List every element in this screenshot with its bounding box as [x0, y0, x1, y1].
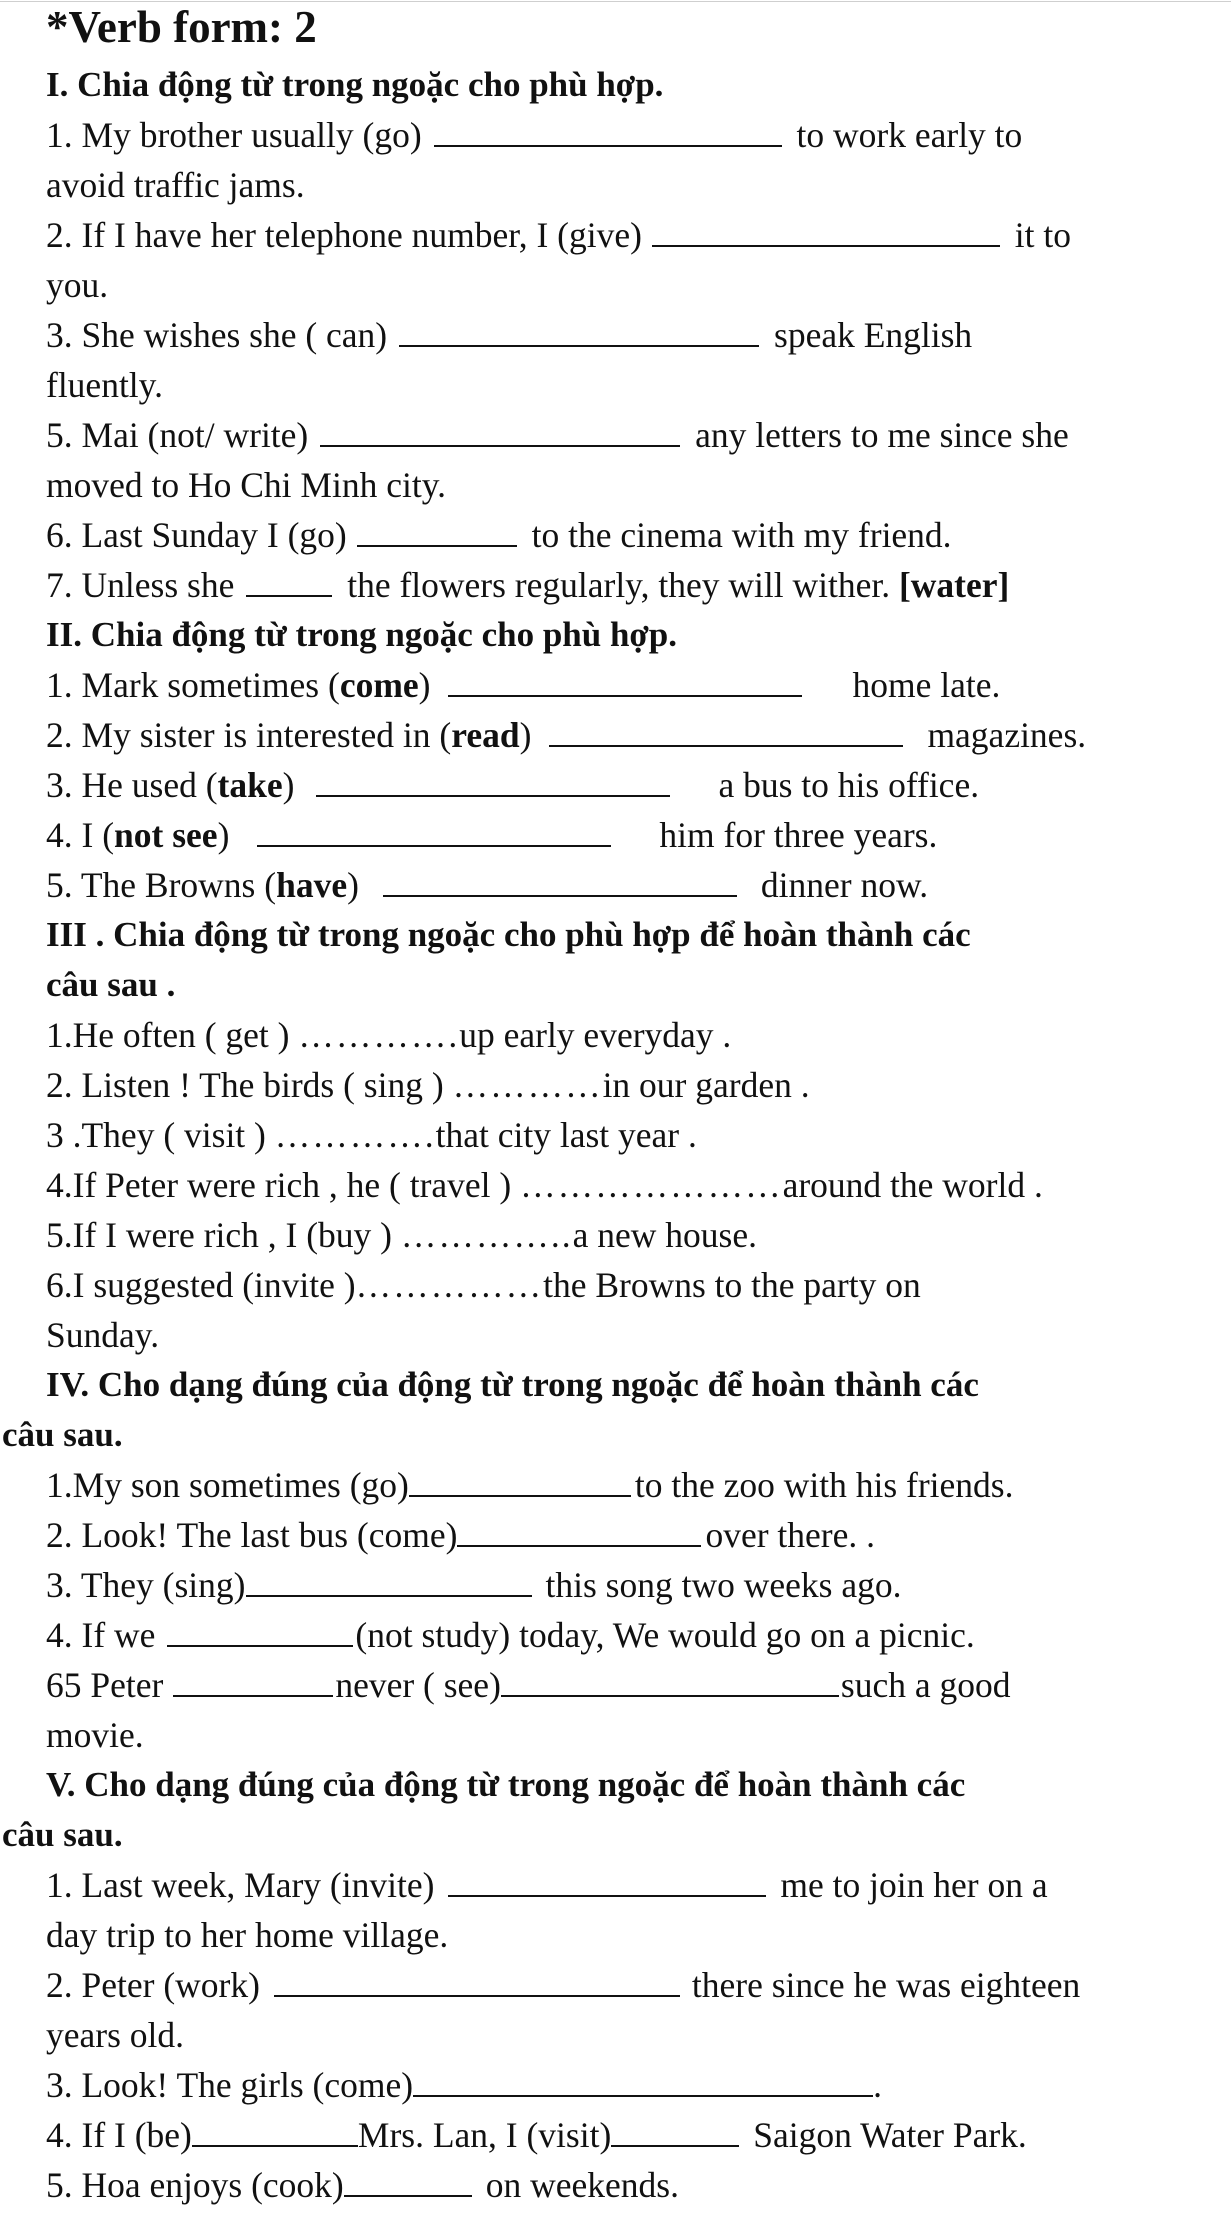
question-text: 1.He often ( get ) [46, 1015, 299, 1055]
answer-blank[interactable] [457, 1521, 701, 1547]
answer-blank[interactable] [399, 321, 759, 347]
question-text: fluently. [46, 365, 163, 405]
exercise-line [46, 760, 1219, 810]
verb-hint: [water] [898, 565, 1010, 605]
exercise-line [46, 810, 1219, 860]
exercise-line [46, 560, 1219, 610]
exercise-line [46, 2010, 1219, 2060]
question-text: speak English [774, 315, 973, 355]
exercise-line [46, 160, 1219, 210]
question-text: there since he was eighteen [691, 1965, 1081, 2005]
exercise-line [46, 2060, 1219, 2110]
exercise-line [46, 110, 1219, 160]
answer-blank[interactable] [611, 2121, 739, 2147]
exercise-line [46, 310, 1219, 360]
question-text: 3. She wishes she ( can) [46, 315, 388, 355]
section-4-heading: IV. Cho dạng đúng của động từ trong ngoặc để hoàn thành các [46, 1365, 979, 1404]
page-title: *Verb form: 2 [46, 2, 317, 52]
question-text: 5. The Browns ( [46, 865, 277, 905]
answer-blank[interactable] [192, 2121, 358, 2147]
section-1-heading: I. Chia động từ trong ngoặc cho phù hợp. [46, 65, 664, 104]
question-text: 2. Peter (work) [46, 1965, 260, 2005]
exercise-line [46, 210, 1219, 260]
section-3-heading: III . Chia động từ trong ngoặc cho phù hợp để hoàn thành các [46, 915, 971, 954]
answer-dots[interactable]: …………. [274, 1115, 436, 1155]
question-text: 65 Peter [46, 1665, 164, 1705]
question-text: the Browns to the party on [543, 1265, 921, 1305]
exercise-line [46, 1910, 1219, 1960]
question-text: 3 .They ( visit ) [46, 1115, 275, 1155]
verb-bold: come [339, 665, 419, 705]
answer-blank[interactable] [320, 421, 680, 447]
question-text: 2. If I have her telephone number, I (give) [46, 215, 642, 255]
question-text: ) [519, 715, 532, 755]
answer-dots[interactable]: …………. [298, 1015, 460, 1055]
exercise-line [46, 360, 1219, 410]
question-text: a bus to his office. [718, 765, 980, 805]
question-text: Saigon Water Park. [753, 2115, 1027, 2155]
answer-blank[interactable] [434, 121, 782, 147]
exercise-line [46, 1060, 1219, 1110]
verb-bold: have [276, 865, 348, 905]
exercise-line [46, 1510, 1219, 1560]
question-text: to the zoo with his friends. [634, 1465, 1014, 1505]
verb-bold: not see [114, 815, 218, 855]
exercise-line [46, 1710, 1219, 1760]
question-text: 1. Mark sometimes ( [46, 665, 340, 705]
question-text: 4. If I (be) [46, 2115, 192, 2155]
exercise-line [46, 510, 1219, 560]
answer-blank[interactable] [383, 871, 737, 897]
answer-blank[interactable] [316, 771, 670, 797]
answer-blank[interactable] [357, 521, 517, 547]
question-text: 7. Unless she [46, 565, 235, 605]
exercise-line [46, 410, 1219, 460]
section-2-heading: II. Chia động từ trong ngoặc cho phù hợp. [46, 615, 678, 654]
question-text: 5.If I were rich , I (buy ) [46, 1215, 401, 1255]
exercise-line [46, 1610, 1219, 1660]
answer-dots[interactable]: ………………… [520, 1165, 783, 1205]
question-text: Mrs. Lan, I (visit) [357, 2115, 612, 2155]
exercise-line [46, 1010, 1219, 1060]
question-text: up early everyday . [459, 1015, 732, 1055]
exercise-line [46, 1160, 1219, 1210]
question-text: 4. I ( [46, 815, 115, 855]
answer-dots[interactable]: ………….. [400, 1215, 573, 1255]
question-text: years old. [46, 2015, 185, 2055]
answer-blank[interactable] [274, 1971, 680, 1997]
exercise-line [46, 1560, 1219, 1610]
question-text: you. [46, 265, 109, 305]
question-text: to the cinema with my friend. [531, 515, 952, 555]
question-text: . [873, 2065, 882, 2105]
question-text: 2. Listen ! The birds ( sing ) [46, 1065, 453, 1105]
answer-blank[interactable] [173, 1671, 333, 1697]
question-text: this song two weeks ago. [545, 1565, 902, 1605]
question-text: movie. [46, 1715, 144, 1755]
question-text: 3. They (sing) [46, 1565, 246, 1605]
question-text: ) [347, 865, 359, 905]
answer-blank[interactable] [409, 1471, 631, 1497]
answer-blank[interactable] [167, 1621, 353, 1647]
exercise-line [46, 1210, 1219, 1260]
answer-blank[interactable] [246, 1571, 532, 1597]
question-text: any letters to me since she [695, 415, 1069, 455]
answer-dots[interactable]: ………… [452, 1065, 603, 1105]
question-text: 4.If Peter were rich , he ( travel ) [46, 1165, 521, 1205]
question-text: ) [217, 815, 230, 855]
question-text: 6. Last Sunday I (go) [46, 515, 347, 555]
answer-blank[interactable] [344, 2171, 472, 2197]
question-text: to work early to [796, 115, 1023, 155]
question-text: 1.My son sometimes (go) [46, 1465, 409, 1505]
question-text: 3. Look! The girls (come) [46, 2065, 414, 2105]
question-text: moved to Ho Chi Minh city. [46, 465, 447, 505]
exercise-line [46, 860, 1219, 910]
question-text: him for three years. [659, 815, 938, 855]
question-text: in our garden . [602, 1065, 810, 1105]
exercise-line [46, 710, 1219, 760]
question-text: over there. . [705, 1515, 875, 1555]
question-text: avoid traffic jams. [46, 165, 305, 205]
question-text: the flowers regularly, they will wither. [347, 565, 891, 605]
answer-blank[interactable] [652, 221, 1000, 247]
verb-bold: read [451, 715, 520, 755]
question-text: magazines. [927, 715, 1087, 755]
question-text: Sunday. [46, 1315, 160, 1355]
section-4-heading-cont: câu sau. [2, 1415, 123, 1454]
question-text: day trip to her home village. [46, 1915, 449, 1955]
question-text: 1. Last week, Mary (invite) [46, 1865, 435, 1905]
question-text: dinner now. [760, 865, 929, 905]
exercise-line [46, 1860, 1219, 1910]
exercise-line [46, 260, 1219, 310]
question-text: that city last year . [435, 1115, 697, 1155]
section-5-heading: V. Cho dạng đúng của động từ trong ngoặc để hoàn thành các [46, 1765, 966, 1804]
answer-blank[interactable] [448, 671, 802, 697]
question-text: on weekends. [485, 2165, 679, 2205]
question-text: ) [418, 665, 431, 705]
answer-blank[interactable] [549, 721, 903, 747]
exercise-line [46, 1660, 1219, 1710]
question-text: 3. He used ( [46, 765, 218, 805]
answer-blank[interactable] [257, 821, 611, 847]
answer-blank[interactable] [246, 571, 332, 597]
exercise-line [46, 1460, 1219, 1510]
question-text: around the world . [782, 1165, 1043, 1205]
question-text: 2. My sister is interested in ( [46, 715, 452, 755]
exercise-line [46, 2110, 1219, 2160]
question-text: a new house. [572, 1215, 757, 1255]
exercise-line [46, 1260, 1219, 1310]
question-text: such a good [840, 1665, 1011, 1705]
question-text: 4. If we [46, 1615, 156, 1655]
answer-blank[interactable] [501, 1671, 839, 1697]
question-text: ) [282, 765, 295, 805]
exercise-line [46, 460, 1219, 510]
question-text: never ( see) [335, 1665, 501, 1705]
section-5-heading-cont: câu sau. [2, 1815, 123, 1854]
question-text: 1. My brother usually (go) [46, 115, 422, 155]
exercise-line [46, 1960, 1219, 2010]
question-text: 2. Look! The last bus (come) [46, 1515, 458, 1555]
question-text: home late. [852, 665, 1001, 705]
question-text: it to [1014, 215, 1072, 255]
verb-bold: take [217, 765, 283, 805]
question-text: 5. Hoa enjoys (cook) [46, 2165, 344, 2205]
exercise-line [46, 2160, 1219, 2210]
section-3-heading-cont: câu sau . [46, 965, 176, 1004]
question-text: me to join her on a [780, 1865, 1048, 1905]
answer-blank[interactable] [413, 2071, 873, 2097]
question-text: 6.I suggested (invite ) [46, 1265, 356, 1305]
answer-dots[interactable]: …………… [355, 1265, 544, 1305]
question-text: (not study) today, We would go on a picnic. [355, 1615, 975, 1655]
exercise-line [46, 660, 1219, 710]
exercise-line [46, 1310, 1219, 1360]
question-text: 5. Mai (not/ write) [46, 415, 309, 455]
answer-blank[interactable] [448, 1871, 766, 1897]
exercise-line [46, 1110, 1219, 1160]
